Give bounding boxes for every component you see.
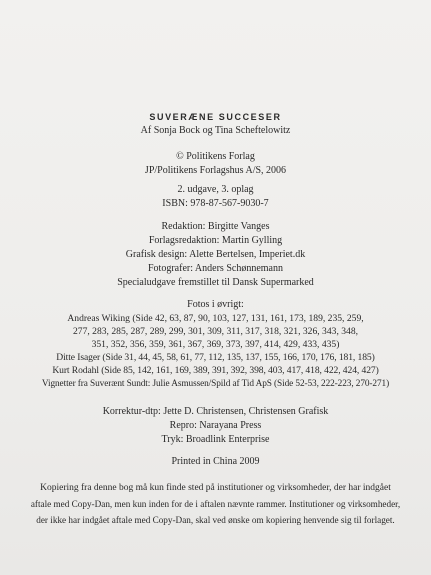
photo-credit-line: 277, 283, 285, 287, 289, 299, 301, 309, 311, 317, 318, 321, 326, 343, 348, bbox=[72, 326, 359, 337]
credit-photographer: Fotografer: Anders Schønnemann bbox=[148, 263, 283, 274]
photo-credit-line: Vignetter fra Suverænt Sundt: Julie Asmussen/Spild af Tid ApS (Side 52-53, 222-223, 270-271) bbox=[41, 379, 390, 389]
credit-publishing-editor: Forlagsredaktion: Martin Gylling bbox=[148, 235, 283, 246]
book-authors: Af Sonja Bock og Tina Scheftelowitz bbox=[140, 125, 291, 136]
photo-credit-line: Ditte Isager (Side 31, 44, 45, 58, 61, 77, 112, 135, 137, 155, 166, 170, 176, 181, 185) bbox=[56, 352, 375, 363]
isbn-line: ISBN: 978-87-567-9030-7 bbox=[162, 198, 269, 209]
credit-editor: Redaktion: Birgitte Vanges bbox=[161, 221, 270, 232]
production-print: Tryk: Broadlink Enterprise bbox=[161, 434, 270, 445]
production-repro: Repro: Narayana Press bbox=[169, 420, 262, 431]
publisher-house: JP/Politikens Forlagshus A/S, 2006 bbox=[144, 165, 287, 176]
production-proofreading: Korrektur-dtp: Jette D. Christensen, Christensen Grafisk bbox=[102, 406, 329, 417]
copyright-notice-line: aftale med Copy-Dan, men kun inden for de i aftalen nævnte rammer. Institutioner og virksomheder, bbox=[30, 499, 401, 509]
book-title: SUVERÆNE SUCCESER bbox=[149, 112, 282, 122]
printed-in: Printed in China 2009 bbox=[171, 456, 260, 467]
credit-graphic-design: Grafisk design: Alette Bertelsen, Imperiet.dk bbox=[125, 249, 306, 260]
photo-credit-line: Andreas Wiking (Side 42, 63, 87, 90, 103, 127, 131, 161, 173, 189, 235, 259, bbox=[67, 313, 364, 324]
photo-credit-line: Kurt Rodahl (Side 85, 142, 161, 169, 389, 391, 392, 398, 403, 417, 418, 422, 424, 427) bbox=[52, 365, 379, 376]
photo-credit-line: 351, 352, 356, 359, 361, 367, 369, 373, 397, 414, 429, 433, 435) bbox=[91, 339, 340, 350]
copyright-line: © Politikens Forlag bbox=[176, 151, 255, 162]
copyright-notice-line: Kopiering fra denne bog må kun finde sted på institutioner og virksomheder, der har indgået bbox=[40, 483, 391, 493]
copyright-notice-line: der ikke har indgået aftale med Copy-Dan, skal ved ønske om kopiering henvende sig til forlaget. bbox=[36, 515, 395, 525]
photos-heading: Fotos i øvrigt: bbox=[187, 299, 244, 310]
credit-special-edition: Specialudgave fremstillet til Dansk Supermarked bbox=[117, 277, 314, 288]
edition-line: 2. udgave, 3. oplag bbox=[177, 184, 254, 195]
